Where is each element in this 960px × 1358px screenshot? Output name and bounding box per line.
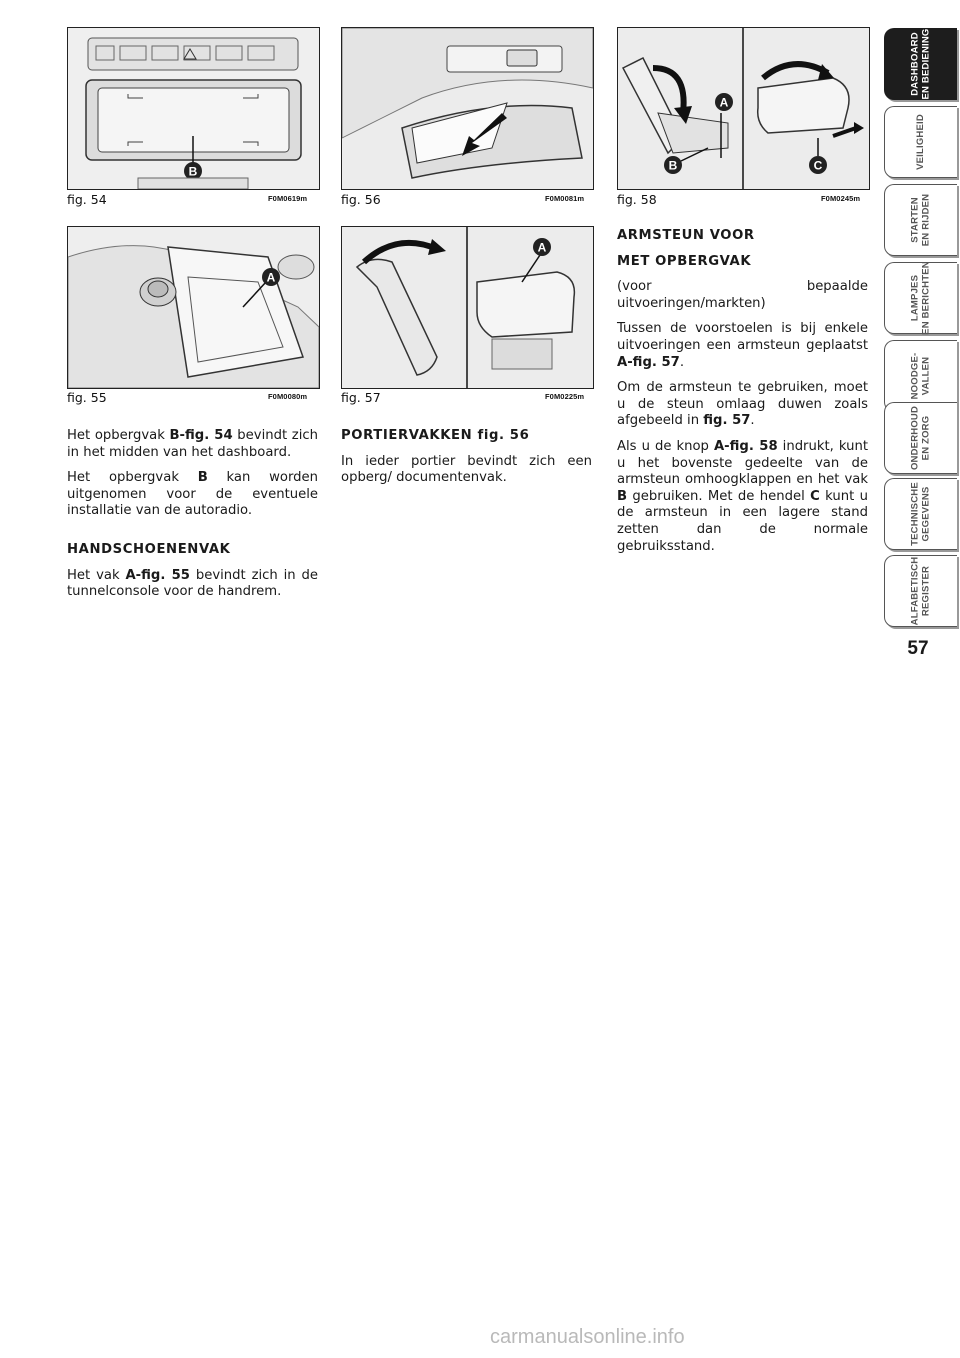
armrest-lower-illustration xyxy=(342,227,593,388)
tab-dashboard-line1: DASHBOARD xyxy=(909,32,921,96)
tab-starten-line2: EN RIJDEN xyxy=(920,193,931,247)
fig-57-caption: fig. 57 xyxy=(341,390,381,405)
paragraph-armrest-use: Om de armsteun te gebruiken, moet u de steun omlaag duwen zoals afgebeeld in fig. 57. xyxy=(617,380,868,429)
armsteun-subtitle: (voor bepaalde uitvoeringen/markten) xyxy=(617,279,868,311)
tab-starten-line1: STARTEN xyxy=(909,197,921,243)
figure-58-image xyxy=(617,27,870,190)
page-number: 57 xyxy=(907,638,929,659)
tab-technische[interactable] xyxy=(884,478,957,550)
paragraph-storage-removable: Het opbergvak B kan worden uitgenomen voor de eventuele installatie van de autoradio. xyxy=(67,470,318,519)
column-3 xyxy=(617,228,868,564)
column-1 xyxy=(67,428,318,610)
fig-54-code: F0M0619m xyxy=(268,194,308,203)
footer-watermark: carmanualsonline.info xyxy=(490,1326,685,1348)
tab-noodgevallen-line2: VALLEN xyxy=(920,356,931,396)
column-2 xyxy=(341,428,592,496)
figure-54-image xyxy=(67,27,320,190)
tab-alfabetisch-line1: ALFABETISCH xyxy=(909,556,921,626)
fig-54-caption: fig. 54 xyxy=(67,192,107,207)
callout-a-fig58: A xyxy=(719,95,729,110)
fig-55-caption: fig. 55 xyxy=(67,390,107,405)
armrest-open-illustration xyxy=(618,28,869,189)
tab-alfabetisch-line2: REGISTER xyxy=(920,565,931,617)
callout-a-fig55: A xyxy=(266,270,276,285)
paragraph-armrest-location: Tussen de voorstoelen is bij enkele uitvoeringen een armsteun geplaatst A-fig. 57. xyxy=(617,321,868,370)
tab-onderhoud[interactable] xyxy=(884,402,957,474)
paragraph-door-pockets: In ieder portier bevindt zich een opberg/ documentenvak. xyxy=(341,453,592,486)
tab-starten[interactable] xyxy=(884,184,957,256)
figure-57-image xyxy=(341,226,594,389)
glovebox-illustration xyxy=(68,227,319,388)
tab-onderhoud-line1: ONDERHOUD xyxy=(909,405,921,471)
door-pocket-illustration xyxy=(342,28,593,189)
tab-lampjes-line2: EN BERICHTEN xyxy=(920,261,931,335)
fig-58-caption: fig. 58 xyxy=(617,192,657,207)
paragraph-storage-b: Het opbergvak B-fig. 54 bevindt zich in het midden van het dashboard. xyxy=(67,428,318,460)
tab-lampjes[interactable] xyxy=(884,262,957,334)
paragraph-glovebox: Het vak A-fig. 55 bevindt zich in de tunnelconsole voor de handrem. xyxy=(67,567,318,600)
fig-56-caption: fig. 56 xyxy=(341,192,381,207)
callout-a-fig57: A xyxy=(537,240,547,255)
tab-noodgevallen-line1: NOODGE- xyxy=(909,352,921,400)
callout-b-fig54: B xyxy=(188,164,198,179)
figure-55-image xyxy=(67,226,320,389)
tab-lampjes-line1: LAMPJES xyxy=(909,274,921,322)
tab-veiligheid-line1: VEILIGHEID xyxy=(914,114,926,170)
fig-56-code: F0M0081m xyxy=(545,194,585,203)
callout-b-fig58: B xyxy=(668,158,678,173)
tab-onderhoud-line2: EN ZORG xyxy=(920,415,931,461)
tab-technische-line1: TECHNISCHE xyxy=(909,482,921,546)
callout-c-fig58: C xyxy=(813,158,823,173)
tab-technische-line2: GEGEVENS xyxy=(920,486,931,542)
fig-55-code: F0M0080m xyxy=(268,392,308,401)
tab-dashboard[interactable] xyxy=(884,28,957,100)
fig-57-code: F0M0225m xyxy=(545,392,585,401)
dashboard-storage-illustration xyxy=(68,28,319,189)
tab-dashboard-line2: EN BEDIENING xyxy=(920,28,931,100)
heading-armsteun-2: MET OPBERGVAK xyxy=(617,253,752,269)
figure-56-image xyxy=(341,27,594,190)
tab-alfabetisch[interactable] xyxy=(884,555,957,627)
heading-armsteun-1: ARMSTEUN VOOR xyxy=(617,228,755,243)
heading-portiervakken: PORTIERVAKKEN fig. 56 xyxy=(341,428,530,443)
fig-58-code: F0M0245m xyxy=(821,194,861,203)
heading-handschoenenvak: HANDSCHOENENVAK xyxy=(67,541,231,557)
tab-veiligheid[interactable] xyxy=(884,106,957,178)
paragraph-armrest-button: Als u de knop A-fig. 58 indrukt, kunt u het bovenste gedeelte van de armsteun omhoogklappen en het vak B gebruiken. Met de hendel C kunt u de armsteun in een lagere stand zetten dan de normale gebruiksstand. xyxy=(617,438,868,554)
